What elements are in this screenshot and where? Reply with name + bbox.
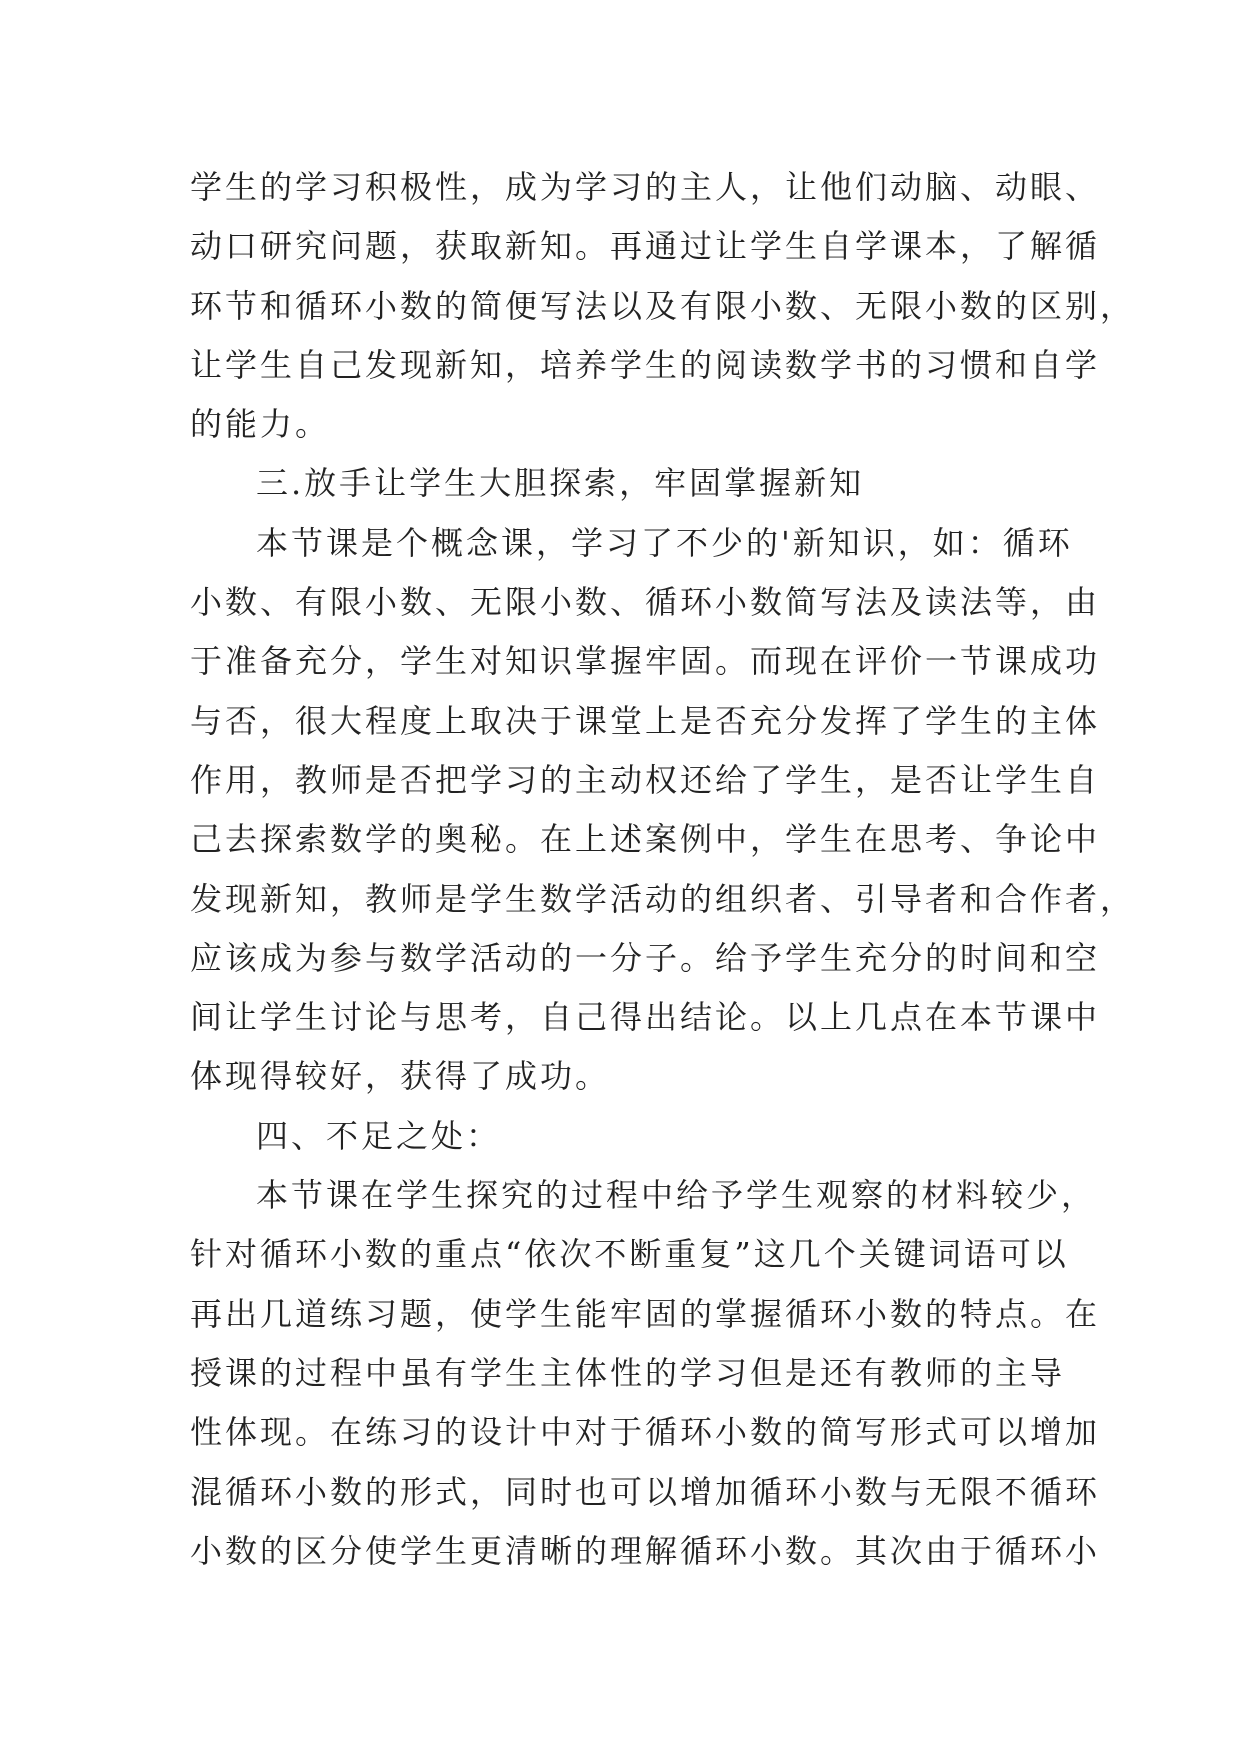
text-line: 授课的过程中虽有学生主体性的学习但是还有教师的主导 xyxy=(190,1353,1066,1392)
text-line: 再出几道练习题，使学生能牢固的掌握循环小数的特点。在 xyxy=(190,1294,1101,1333)
text-line: 动口研究问题，获取新知。再通过让学生自学课本，了解循 xyxy=(190,227,1101,266)
section-heading: 四、不足之处： xyxy=(256,1116,502,1155)
text-line: 让学生自己发现新知，培养学生的阅读数学书的习惯和自学 xyxy=(190,345,1101,384)
text-line: 学生的学习积极性，成为学习的主人，让他们动脑、动眼、 xyxy=(190,168,1101,206)
text-line: 己去探索数学的奥秘。在上述案例中，学生在思考、争论中 xyxy=(190,820,1101,859)
text-line: 间让学生讨论与思考，自己得出结论。以上几点在本节课中 xyxy=(190,998,1101,1037)
text-line: 性体现。在练习的设计中对于循环小数的简写形式可以增加 xyxy=(190,1413,1101,1452)
text-line: 针对循环小数的重点“依次不断重复”这几个关键词语可以 xyxy=(190,1235,1069,1274)
text-line: 于准备充分，学生对知识掌握牢固。而现在评价一节课成功 xyxy=(190,642,1101,681)
text-line: 与否，很大程度上取决于课堂上是否充分发挥了学生的主体 xyxy=(190,701,1101,740)
text-line: 小数的区分使学生更清晰的理解循环小数。其次由于循环小 xyxy=(190,1531,1101,1570)
text-line: 混循环小数的形式，同时也可以增加循环小数与无限不循环 xyxy=(190,1472,1101,1511)
text-line: 应该成为参与数学活动的一分子。给予学生充分的时间和空 xyxy=(190,938,1101,977)
section-heading: 三.放手让学生大胆探索，牢固掌握新知 xyxy=(256,464,865,503)
text-line: 的能力。 xyxy=(190,405,331,444)
text-line: 本节课是个概念课，学习了不少的'新知识，如：循环 xyxy=(256,523,1073,562)
text-line: 体现得较好，获得了成功。 xyxy=(190,1057,611,1096)
text-line: 小数、有限小数、无限小数、循环小数简写法及读法等，由 xyxy=(190,583,1101,622)
body-text xyxy=(190,158,1136,1581)
text-line: 作用，教师是否把学习的主动权还给了学生，是否让学生自 xyxy=(190,760,1101,799)
text-line: 发现新知，教师是学生数学活动的组织者、引导者和合作者， xyxy=(190,879,1136,918)
text-line: 环节和循环小数的简便写法以及有限小数、无限小数的区别， xyxy=(190,286,1136,325)
text-line: 本节课在学生探究的过程中给予学生观察的材料较少， xyxy=(256,1176,1097,1215)
